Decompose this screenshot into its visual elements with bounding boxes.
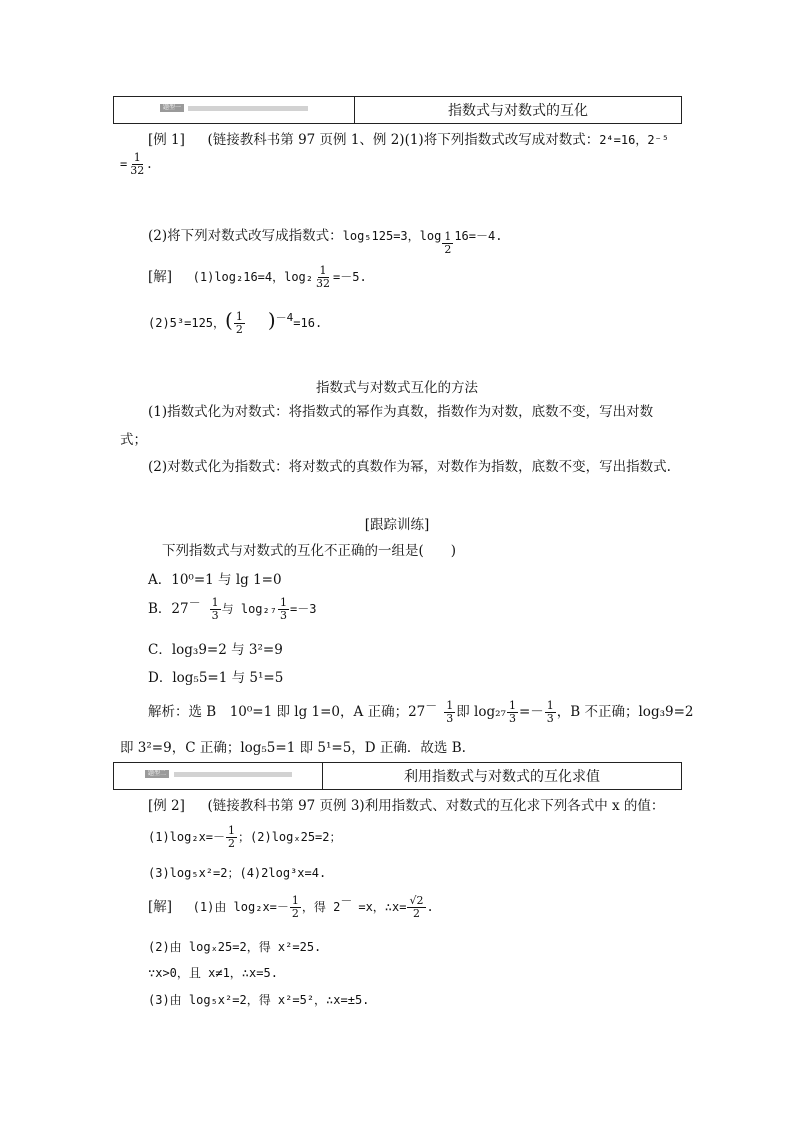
section-title: 指数式与对数式的互化 [448, 103, 588, 119]
practice-question: 下列指数式与对数式的互化不正确的一组是( ) [162, 543, 457, 559]
fraction: $\frac{1}{2}$ [235, 310, 243, 336]
practice-answer: 解析：选 B 10⁰=1 即 lg 1=0，A 正确；27－ $\frac{1}{3}$ 即 log₂₇ $\frac{1}{3}$ =－ $\frac{1}{3}$ ，B 不正确；log₃9=2 [148, 699, 694, 725]
solution-2-part2b: ∵x>0，且 x≠1，∴x=5. [148, 966, 278, 980]
example-2-q1: (1)log₂x=－ $\frac{1}{2}$ ；(2)logₓ25=2； [148, 824, 342, 850]
solution-2: [解] (1)由 log₂x=－ $\frac{1}{2}$ ，得 2－ =x，∴x= $\frac{√2}{2}$ . [148, 894, 434, 920]
section-tag: 题型一 [160, 104, 184, 112]
example-ref: (链接教科书第 97 页例 3) [207, 798, 365, 814]
fraction: $\frac{1}{3}$ [446, 699, 454, 725]
fraction: $\frac{1}{2}$ [291, 894, 299, 920]
method-title: 指数式与对数式互化的方法 [316, 380, 478, 396]
fraction: $\frac{1}{32}$ [130, 151, 145, 177]
tag-bar [174, 772, 292, 777]
fraction: $\frac{1}{3}$ [211, 596, 219, 622]
fraction: $\frac{√2}{2}$ [409, 894, 424, 920]
fraction: $\frac{1}{32}$ [316, 264, 331, 290]
solution-1-part2: (2)5³=125，( $\frac{1}{2}$ )$^{-4}$=16. [148, 308, 323, 336]
fraction: $\frac{1}{2}$ [228, 824, 236, 850]
example-question: 利用指数式、对数式的互化求下列各式中 x 的值： [364, 798, 665, 814]
fraction: $\frac{1}{3}$ [508, 699, 516, 725]
option-c: C．log₃9=2 与 3²=9 [148, 642, 283, 658]
example-label: [例 2] [148, 798, 185, 814]
option-b: B．27－ $\frac{1}{3}$ 与 log₂₇ $\frac{1}{3}$ =－3 [148, 596, 317, 622]
practice-answer-line2: 即 3²=9，C 正确；log₅5=1 即 5¹=5，D 正确．故选 B. [120, 740, 466, 756]
section-header-1 [113, 96, 682, 124]
example-1-line: [例 1] (链接教科书第 97 页例 1、例 2)(1)将下列指数式改写成对数式：2⁴=16，2⁻⁵ [148, 132, 670, 148]
method-paragraph-1: (1)指数式化为对数式：将指数式的幂作为真数，指数作为对数，底数不变，写出对数式； [120, 404, 654, 448]
example-1-q2: (2)将下列对数式改写成指数式：log₅125=3，log $\frac{1}{2}$ 16=－4. [148, 228, 503, 256]
solution-label: [解] [148, 899, 173, 915]
option-a: A．10⁰=1 与 lg 1=0 [148, 572, 282, 588]
solution-2-part2: (2)由 logₓ25=2，得 x²=25. [148, 940, 322, 954]
example-question: (1)将下列指数式改写成对数式： [404, 132, 600, 148]
tag-bar [188, 106, 308, 111]
section-tag-area [114, 763, 323, 789]
fraction: $\frac{1}{3}$ [279, 596, 287, 622]
section-tag: 题型二 [145, 770, 169, 778]
section-title: 利用指数式与对数式的互化求值 [404, 769, 600, 785]
solution-1: [解] (1)log₂16=4，log₂ $\frac{1}{32}$ =－5. [148, 264, 367, 290]
example-1-line2: = $\frac{1}{32}$ . [120, 151, 152, 177]
section-header-2 [113, 762, 682, 790]
practice-heading: [跟踪训练] [364, 517, 430, 533]
method-paragraph-2: (2)对数式化为指数式：将对数式的真数作为幂，对数作为指数，底数不变，写出指数式. [148, 459, 671, 475]
section-tag-area [114, 97, 355, 123]
solution-2-part3: (3)由 log₅x²=2，得 x²=5²，∴x=±5. [148, 993, 370, 1007]
option-d: D．log₅5=1 与 5¹=5 [148, 670, 284, 686]
example-2-line [148, 794, 664, 814]
fraction: $\frac{1}{3}$ [546, 699, 554, 725]
fraction: $\frac{1}{2}$ [444, 230, 452, 256]
example-ref: (链接教科书第 97 页例 1、例 2) [207, 132, 405, 148]
example-label: [例 1] [148, 132, 185, 148]
solution-label: [解] [148, 269, 173, 285]
example-2-q3: (3)log₅x²=2；(4)2log³x=4. [148, 866, 327, 880]
